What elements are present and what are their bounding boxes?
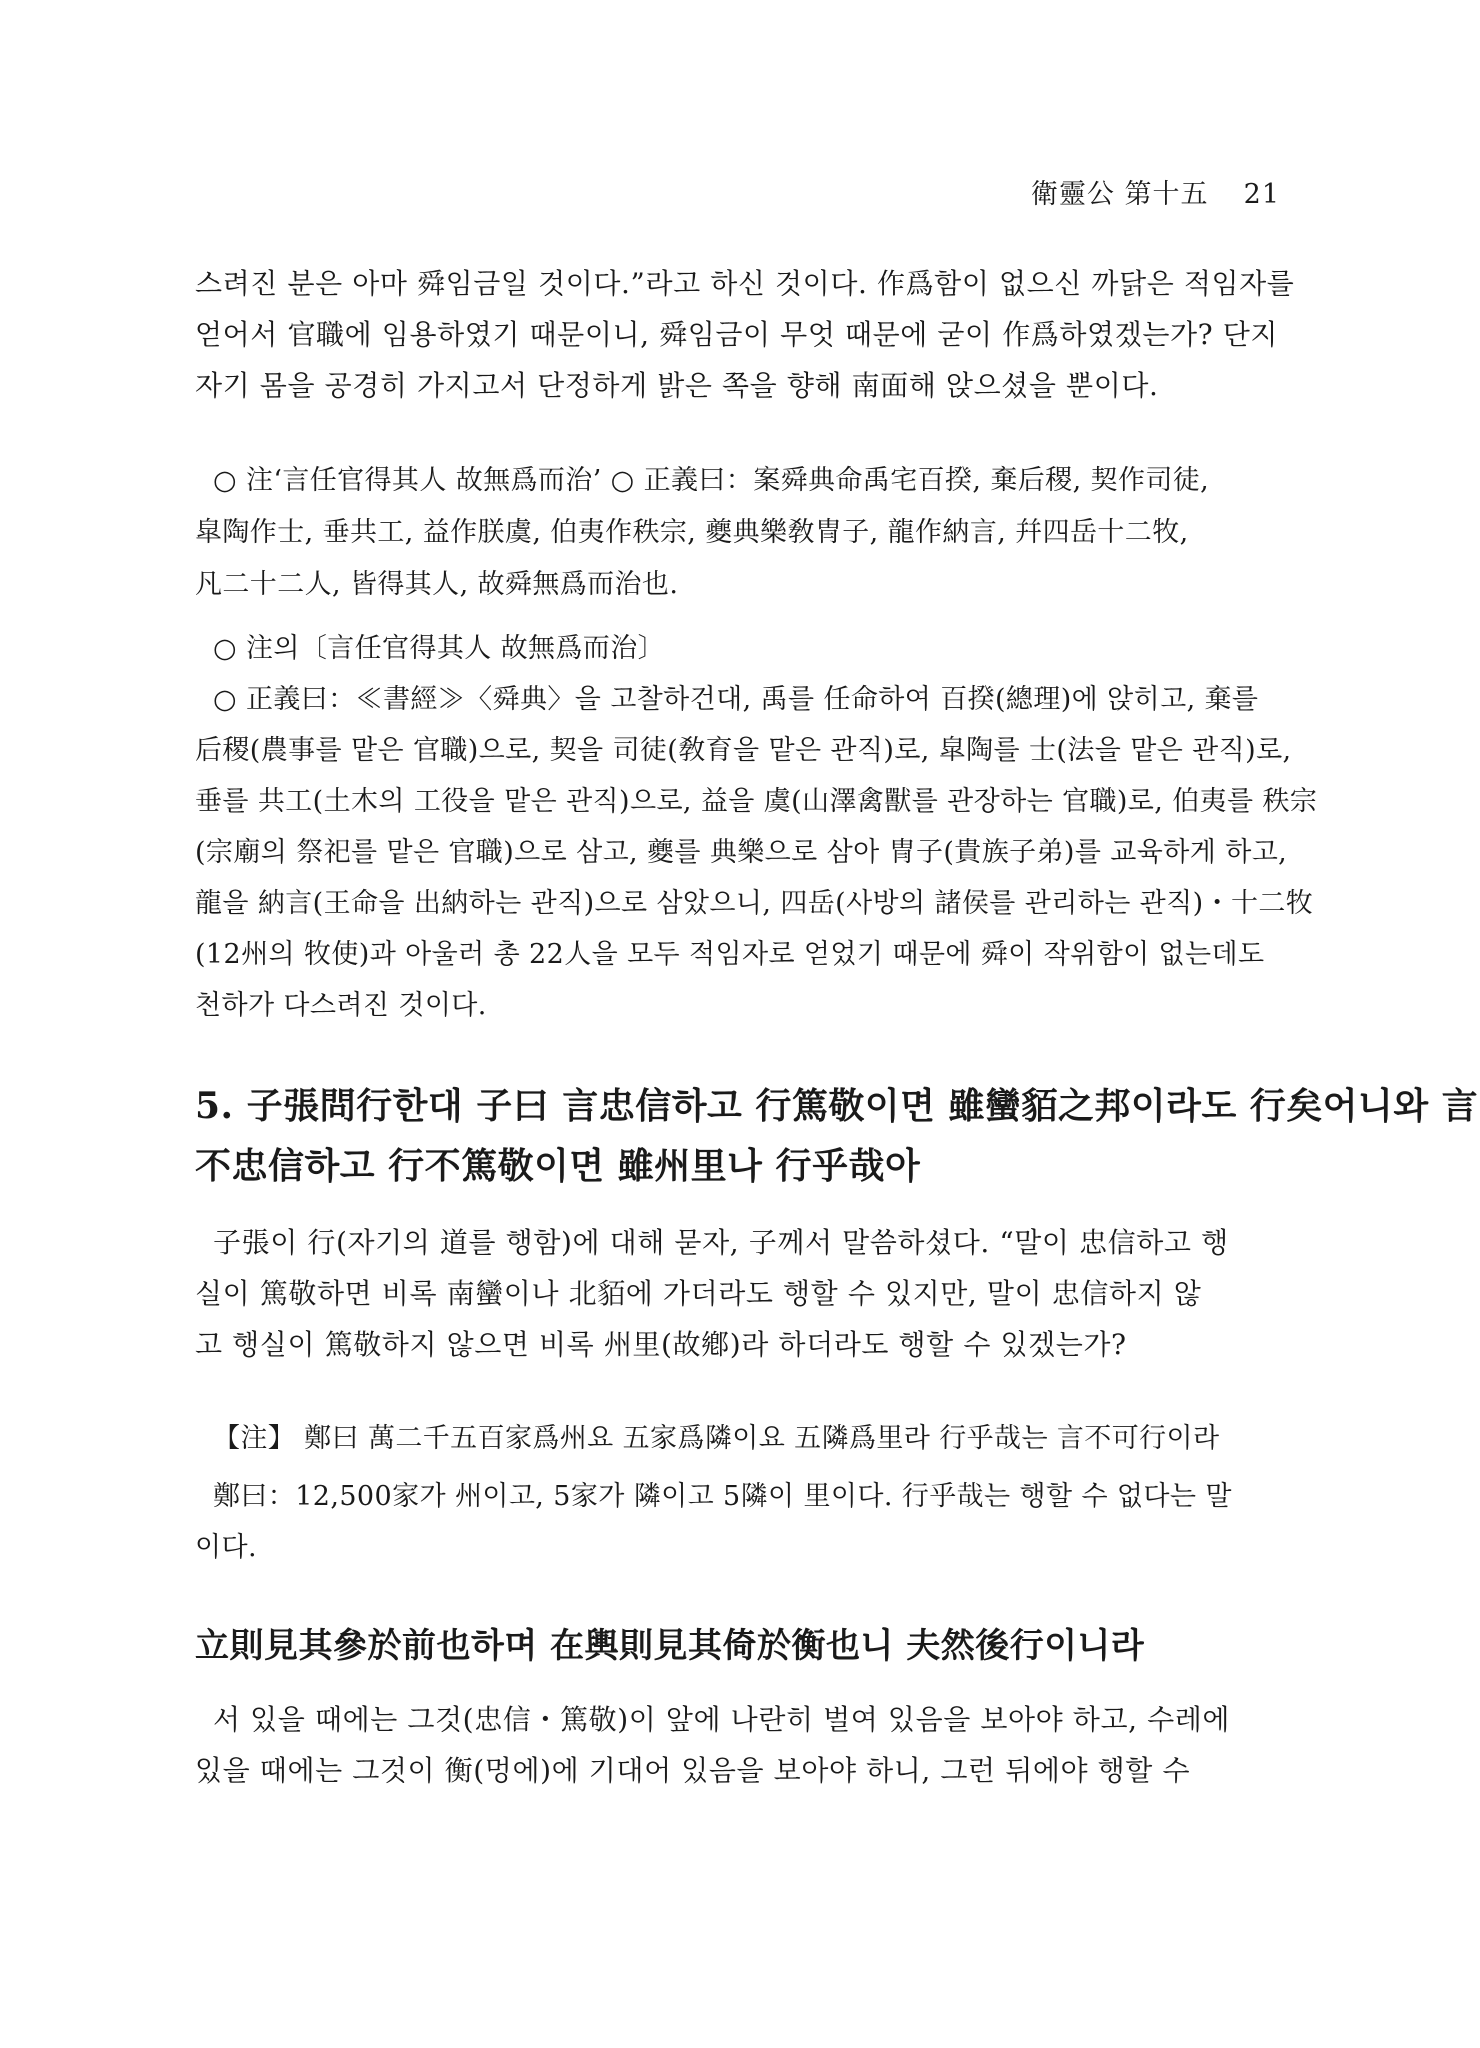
commentary-line: 凡二十二人, 皆得其人, 故舜無爲而治也. — [195, 569, 679, 600]
translation-line: (12州의 牧使)과 아울러 총 22人을 모두 적임자로 얻었기 때문에 舜이 작위함이 없는데도 — [195, 939, 1265, 970]
page-number: 21 — [1243, 179, 1280, 210]
annotation-translation-line: 이다. — [195, 1532, 257, 1563]
translation-line: 천하가 다스려진 것이다. — [195, 990, 487, 1021]
running-title: 衛靈公 第十五 — [1030, 179, 1209, 210]
text-line: 실이 篤敬하면 비록 南蠻이나 北貊에 가더라도 행할 수 있지만, 말이 忠信하지 않 — [195, 1277, 1202, 1310]
annotation-line: 【注】 鄭曰 萬二千五百家爲州요 五家爲隣이요 五隣爲里라 行乎哉는 言不可行이라 — [213, 1423, 1220, 1454]
commentary-line: ○ 注‘言任官得其人 故無爲而治’ ○ 正義曰：案舜典命禹宅百揆, 棄后稷, 契作司徒, — [213, 465, 1210, 496]
translation-line: (宗廟의 祭祀를 맡은 官職)으로 삼고, 夔를 典樂으로 삼아 冑子(貴族子弟)를 교육하게 하고, — [195, 837, 1288, 868]
text-line: 자기 몸을 공경히 가지고서 단정하게 밝은 쪽을 향해 南面해 앉으셨을 뿐이다. — [195, 369, 1159, 402]
section-heading-line: 5. 子張問行한대 子曰 言忠信하고 行篤敬이면 雖蠻貊之邦이라도 行矣어니와 言 — [195, 1085, 1479, 1127]
translation-line: ○ 注의〔言任官得其人 故無爲而治〕 — [213, 633, 666, 664]
text-line: 얻어서 官職에 임용하였기 때문이니, 舜임금이 무엇 때문에 굳이 作爲하였겠는가? 단지 — [195, 318, 1279, 351]
text-line: 子張이 行(자기의 道를 행함)에 대해 묻자, 子께서 말씀하셨다. “말이 忠信하고 행 — [213, 1226, 1229, 1259]
translation-line: 垂를 共工(土木의 工役을 맡은 관직)으로, 益을 虞(山澤禽獸를 관장하는 官職)로, 伯夷를 秩宗 — [195, 786, 1318, 817]
text-line: 고 행실이 篤敬하지 않으면 비록 州里(故鄕)라 하더라도 행할 수 있겠는가? — [195, 1328, 1127, 1361]
text-line: 있을 때에는 그것이 衡(멍에)에 기대어 있음을 보아야 하니, 그런 뒤에야 행할 수 — [195, 1754, 1191, 1787]
translation-line: ○ 正義曰：≪書經≫〈舜典〉을 고찰하건대, 禹를 任命하여 百揆(總理)에 앉히고, 棄를 — [213, 684, 1259, 715]
text-line: 서 있을 때에는 그것(忠信・篤敬)이 앞에 나란히 벌여 있음을 보아야 하고, 수레에 — [213, 1703, 1231, 1736]
translation-line: 龍을 納言(王命을 出納하는 관직)으로 삼았으니, 四岳(사방의 諸侯를 관리하는 관직)・十二牧 — [195, 888, 1314, 919]
translation-line: 后稷(農事를 맡은 官職)으로, 契을 司徒(敎育을 맡은 관직)로, 皐陶를 士(法을 맡은 관직)로, — [195, 735, 1292, 766]
text-line: 스려진 분은 아마 舜임금일 것이다.”라고 하신 것이다. 作爲함이 없으신 까닭은 적임자를 — [195, 267, 1295, 300]
annotation-translation-line: 鄭曰：12,500家가 州이고, 5家가 隣이고 5隣이 里이다. 行乎哉는 행할 수 없다는 말 — [213, 1481, 1232, 1512]
commentary-line: 皐陶作士, 垂共工, 益作朕虞, 伯夷作秩宗, 夔典樂敎冑子, 龍作納言, 幷四岳十二牧, — [195, 517, 1189, 548]
section-heading-line: 不忠信하고 行不篤敬이면 雖州里나 行乎哉아 — [195, 1145, 921, 1187]
running-header — [1031, 172, 1280, 211]
section-heading-line: 立則見其參於前也하며 在輿則見其倚於衡也니 夫然後行이니라 — [195, 1626, 1145, 1666]
